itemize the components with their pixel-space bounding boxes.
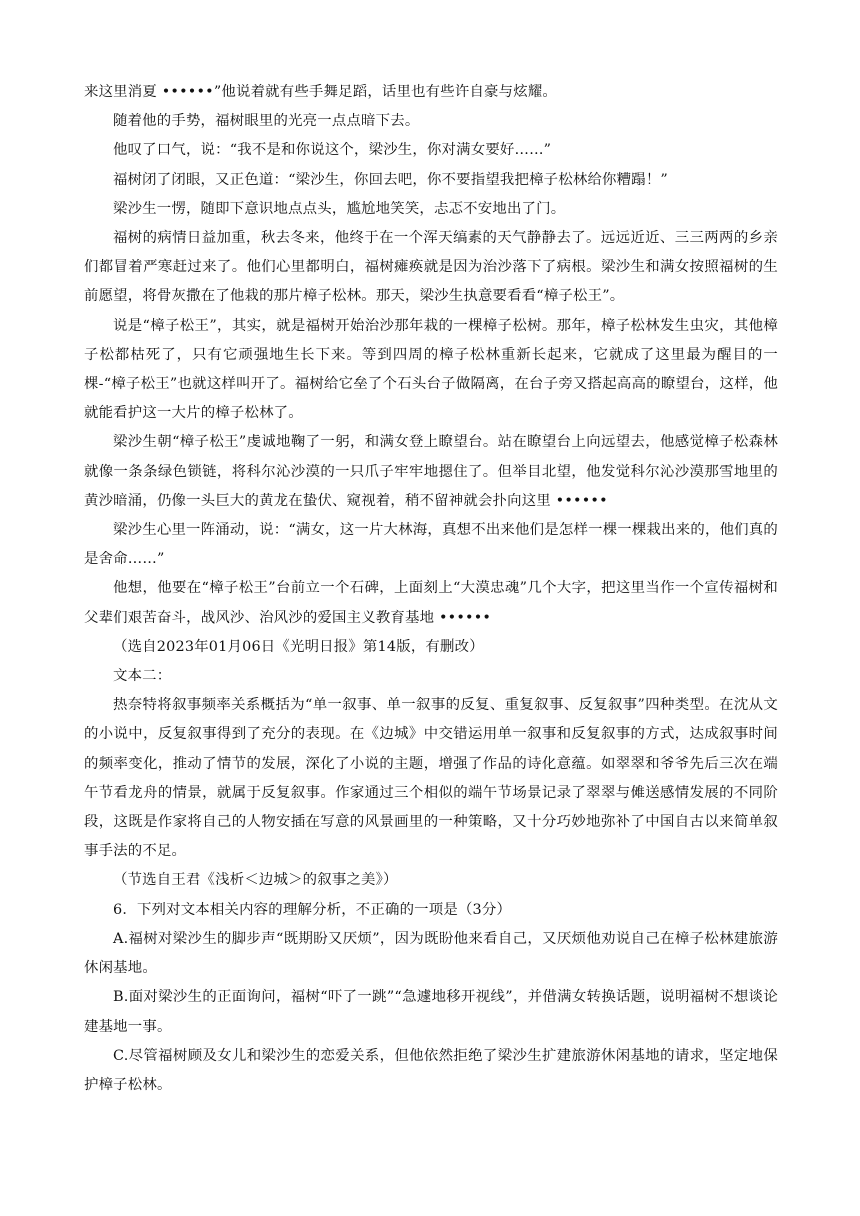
question-title: 6．下列对文本相关内容的理解分析，不正确的一项是（3分） <box>113 901 512 918</box>
source-note: （节选自王君《浅析＜边城＞的叙事之美》） <box>113 872 398 889</box>
source-note: （选自2023年01月06日《光明日报》第14版，有删改） <box>113 638 484 655</box>
paragraph: 随着他的手势，福树眼里的光亮一点点暗下去。 <box>113 113 420 130</box>
paragraph: 热奈特将叙事频率关系概括为“单一叙事、单一叙事的反复、重复叙事、反复叙事”四种类型。在沈从文的小说中，反复叙事得到了充分的表现。在《边城》中交错运用单一叙事和反复叙事的方式，达成叙事时间的频率变化，推动了情节的发展，深化了小说的主题，增强了作品的诗化意蕴。如翠翠和爷爷先后三次在端午节看龙舟的情景，就属于反复叙事。作家通过三个相似的端午节场景记录了翠翠与傩送感情发展的不同阶段，这既是作家将自己的人物安插在写意的风景画里的一种策略，又十分巧妙地弥补了中国自古以来简单叙事手法的不足。 <box>84 697 778 860</box>
option-a: A.福树对梁沙生的脚步声“既期盼又厌烦”，因为既盼他来看自己，又厌烦他劝说自己在樟子松林建旅游休闲基地。 <box>84 930 778 977</box>
paragraph: 他想，他要在“樟子松王”台前立一个石碑，上面刻上“大漠忠魂”几个大字，把这里当作一个宣传福树和父辈们艰苦奋斗，战风沙、治风沙的爱国主义教育基地 •••••• <box>84 580 778 626</box>
option-b: B.面对梁沙生的正面询问，福树“吓了一跳”“急遽地移开视线”，并借满女转换话题，说明福树不想谈论建基地一事。 <box>84 989 778 1035</box>
section-label: 文本二： <box>113 668 172 685</box>
document-page <box>84 78 778 1100</box>
option-c: C.尽管福树顾及女儿和梁沙生的恋爱关系，但他依然拒绝了梁沙生扩建旅游休闲基地的请求，坚定地保护樟子松林。 <box>84 1047 778 1093</box>
paragraph: 福树闭了闭眼，又正色道：“梁沙生，你回去吧，你不要指望我把樟子松林给你糟蹋！” <box>113 171 668 188</box>
paragraph: 福树的病情日益加重，秋去冬来，他终于在一个浑天缟素的天气静静去了。远远近近、三三两两的乡亲们都冒着严寒赶过来了。他们心里都明白，福树瘫痪就是因为治沙落下了病根。梁沙生和满女按照福树的生前愿望，将骨灰撒在了他栽的那片樟子松林。那天，梁沙生执意要看看“樟子松王”。 <box>84 230 778 305</box>
paragraph: 来这里消夏 ••••••”他说着就有些手舞足蹈，话里也有些许自豪与炫耀。 <box>84 84 558 100</box>
paragraph: 梁沙生一愣，随即下意识地点点头，尴尬地笑笑，忐忑不安地出了门。 <box>113 200 566 217</box>
paragraph: 梁沙生朝“樟子松王”虔诚地鞠了一躬，和满女登上瞭望台。站在瞭望台上向远望去，他感觉樟子松森林就像一条条绿色锁链，将科尔沁沙漠的一只爪子牢牢地摁住了。但举目北望，他发觉科尔沁沙漠那雪地里的黄沙暗涌，仍像一头巨大的黄龙在蛰伏、窥视着，稍不留神就会扑向这里 •••••• <box>84 434 778 509</box>
paragraph: 梁沙生心里一阵涌动，说：“满女，这一片大林海，真想不出来他们是怎样一棵一棵栽出来的，他们真的是舍命……” <box>84 522 778 568</box>
paragraph: 他叹了口气，说：“我不是和你说这个，梁沙生，你对满女要好……” <box>113 142 552 159</box>
paragraph: 说是“樟子松王”，其实，就是福树开始治沙那年栽的一棵樟子松树。那年，樟子松林发生虫灾，其他樟子松都枯死了，只有它顽强地生长下来。等到四周的樟子松林重新长起来，它就成了这里最为醒目的一棵-“樟子松王”也就这样叫开了。福树给它垒了个石头台子做隔离，在台子旁又搭起高高的瞭望台，这样，他就能看护这一大片的樟子松林了。 <box>84 317 778 422</box>
